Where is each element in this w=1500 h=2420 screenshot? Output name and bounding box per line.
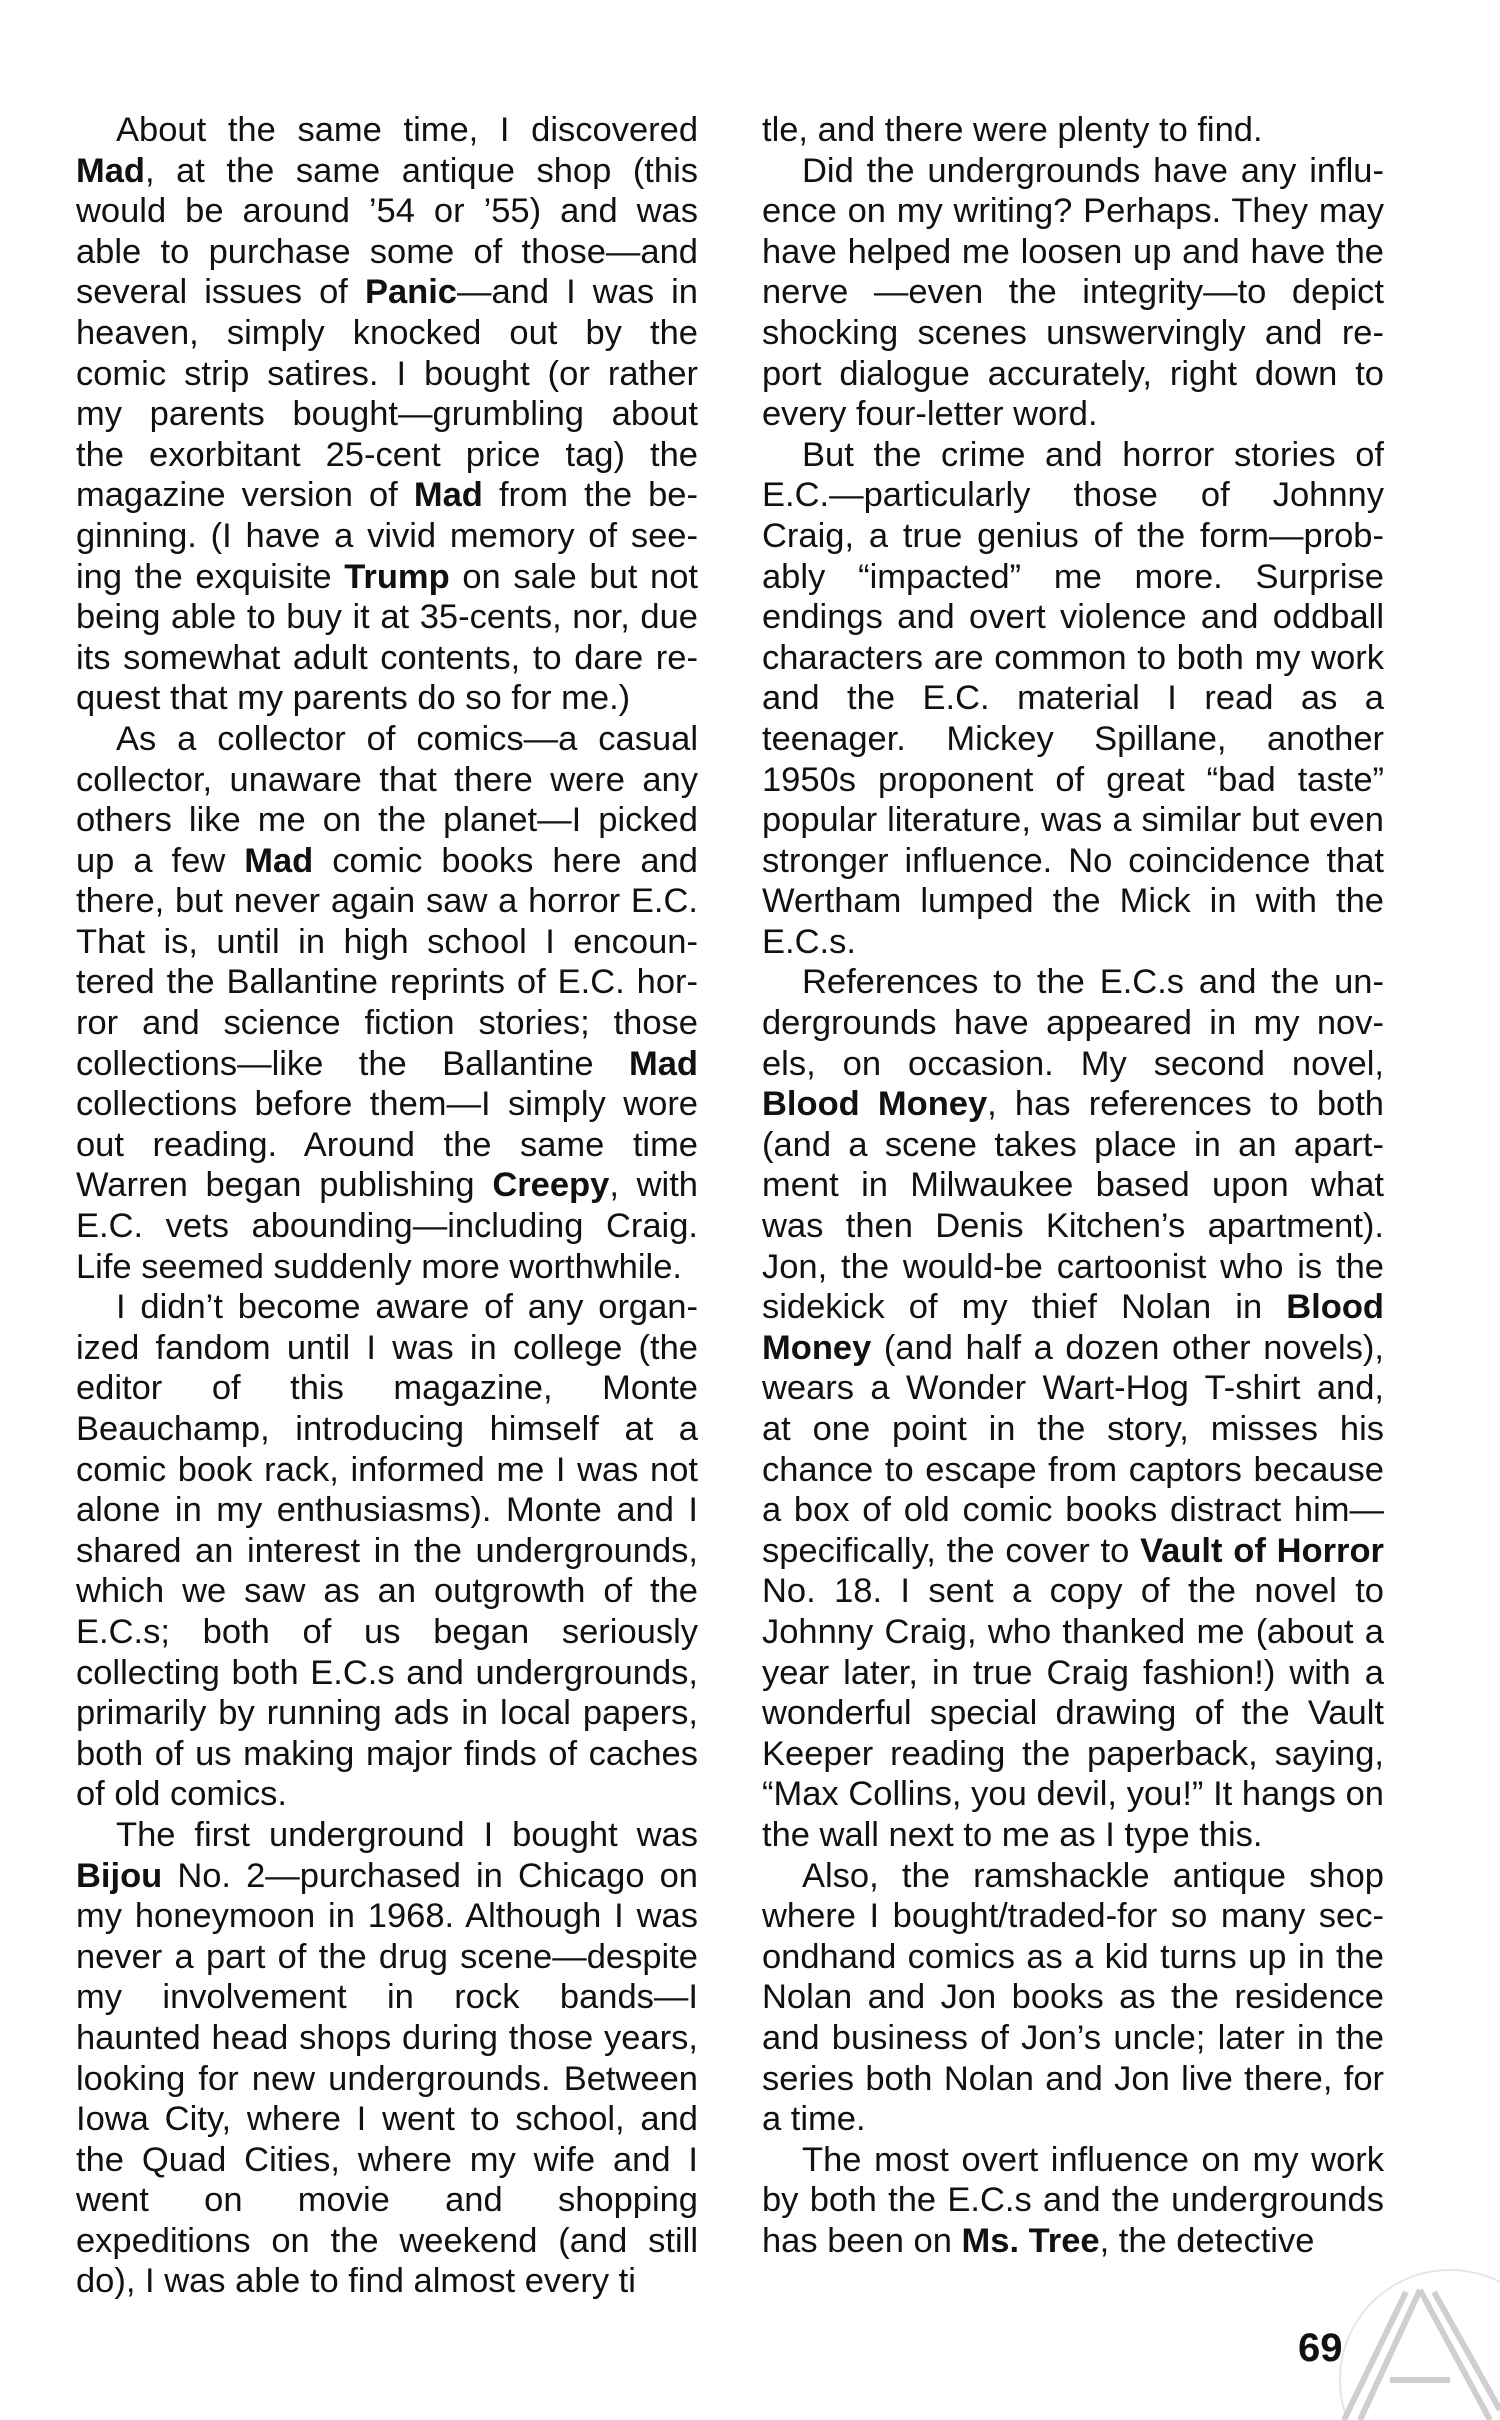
- paragraph: [76, 1815, 698, 2302]
- bold-title-run: Mad: [244, 841, 314, 880]
- paragraph: [76, 110, 698, 719]
- bold-title-run: Creepy: [492, 1166, 610, 1205]
- page-number: 69: [1298, 2326, 1343, 2370]
- paragraph-continued: [762, 110, 1384, 151]
- bold-title-run: Mad: [413, 476, 483, 515]
- bold-title-run: Mad: [76, 151, 145, 190]
- text-run: on sale but not being able to buy it at 35-cents, nor, due its somewhat adult contents, to dare request that my parents do so for me.): [76, 557, 698, 718]
- paragraph: [762, 1856, 1384, 2140]
- text-run: As a collector of comics—a casual collector, unaware that there were any others like me on the planet—I picked up a few: [76, 719, 698, 880]
- text-run: comic books here and there, but never again saw a horror E.C. That is, until in high school I encountered the Ballantine reprints of E.C. horror and science fiction stories; those collections—like the Ballantine: [76, 841, 698, 1083]
- text-run: References to the E.C.s and the undergrounds have appeared in my novels, on occasion. My second novel,: [762, 963, 1384, 1083]
- paragraph: [762, 962, 1384, 1855]
- text-run: No. 18. I sent a copy of the novel to Johnny Craig, who thanked me (about a year later, in true Craig fashion!) with a wonderful special drawing of the Vault Keeper reading the paperback, saying, “Max Collins, you devil, you!” It hangs on the wall next to me as I type this.: [762, 1572, 1384, 1854]
- text-run: , with E.C. vets abounding—including Craig. Life seemed suddenly more worthwhile.: [76, 1166, 698, 1286]
- bold-title-run: Blood Money: [762, 1288, 1384, 1367]
- text-run: tle, and there were plenty to find.: [762, 111, 1263, 149]
- paragraph: [762, 151, 1384, 435]
- bold-title-run: Blood Money: [762, 1085, 988, 1124]
- text-run: But the crime and horror stories of E.C.—particularly those of Johnny Craig, a true genius of the form—probably “impacted” me more. Surprise endings and overt violence and oddball characters are common to both my work and the E.C. material I read as a teenager. Mickey Spillane, another 1950s proponent of great “bad taste” popular literature, was a similar but even stronger influence. No coincidence that Wertham lumped the Mick in with the E.C.s.: [762, 435, 1384, 961]
- watermark-logo-icon: [1300, 2230, 1500, 2420]
- text-run: I didn’t become aware of any organized fandom until I was in college (the editor of this magazine, Monte Beauchamp, introducing himself at a comic book rack, informed me I was not alone in my enthusiasms). Monte and I shared an interest in the undergrounds, which we saw as an outgrowth of the E.C.s; both of us began seriously collecting both E.C.s and undergrounds, primarily by running ads in local papers, both of us making major finds of caches of old comics.: [76, 1288, 698, 1814]
- paragraph: [762, 2140, 1384, 2262]
- left-column: [76, 110, 698, 2302]
- bold-title-run: Trump: [344, 557, 450, 596]
- text-run: (and half a dozen other novels), wears a Wonder Wart-Hog T-shirt and, at one point in the story, misses his chance to escape from captors because a box of old comic books distract him—specifically, the cover to: [762, 1328, 1384, 1570]
- text-run: No. 2—purchased in Chicago on my honeymoon in 1968. Although I was never a part of the drug scene—despite my involvement in rock bands—I haunted head shops during those years, looking for new undergrounds. Between Iowa City, where I went to school, and the Quad Cities, where my wife and I went on movie and shopping expeditions on the weekend (and still do), I was able to find almost every ti: [76, 1856, 698, 2301]
- text-run: from the beginning. (I have a vivid memory of seeing the exquisite: [76, 476, 698, 596]
- text-run: About the same time, I discovered: [116, 111, 698, 149]
- bold-title-run: Ms. Tree: [961, 2221, 1100, 2260]
- bold-title-run: Panic: [364, 273, 457, 312]
- text-run: The first underground I bought was: [116, 1815, 698, 1854]
- text-run: , has references to both (and a scene takes place in an apartment in Milwaukee based upon what was then Denis Kitchen’s apartment). Jon, the would-be cartoonist who is the sidekick of my thief Nolan in: [762, 1085, 1384, 1327]
- paragraph: [762, 435, 1384, 963]
- text-run: Also, the ramshackle antique shop where I bought/traded-for so many secondhand comics as a kid turns up in the Nolan and Jon books as the residence and business of Jon’s uncle; later in the series both Nolan and Jon live there, for a time.: [762, 1856, 1384, 2139]
- paragraph: [76, 719, 698, 1287]
- text-run: , the detective: [1099, 2221, 1315, 2260]
- bold-title-run: Vault of Horror: [1140, 1531, 1384, 1570]
- text-run: , at the same antique shop (this would be around ’54 or ’55) and was able to purchase some of those—and several issues of: [76, 151, 698, 312]
- paragraph: [76, 1287, 698, 1815]
- text-run: The most overt influence on my work by both the E.C.s and the undergrounds has been on: [762, 2140, 1384, 2260]
- bold-title-run: Mad: [629, 1044, 698, 1083]
- text-run: collections before them—I simply wore out reading. Around the same time Warren began publishing: [76, 1085, 698, 1205]
- text-run: Did the undergrounds have any influence on my writing? Perhaps. They may have helped me loosen up and have the nerve —even the integrity—to depict shocking scenes unswervingly and report dialogue accurately, right down to every four-letter word.: [762, 151, 1384, 434]
- right-column: [762, 110, 1384, 2261]
- bold-title-run: Bijou: [76, 1856, 163, 1895]
- text-run: —and I was in heaven, simply knocked out by the comic strip satires. I bought (or rather my parents bought—grumbling about the exorbitant 25-cent price tag) the magazine version of: [76, 273, 698, 515]
